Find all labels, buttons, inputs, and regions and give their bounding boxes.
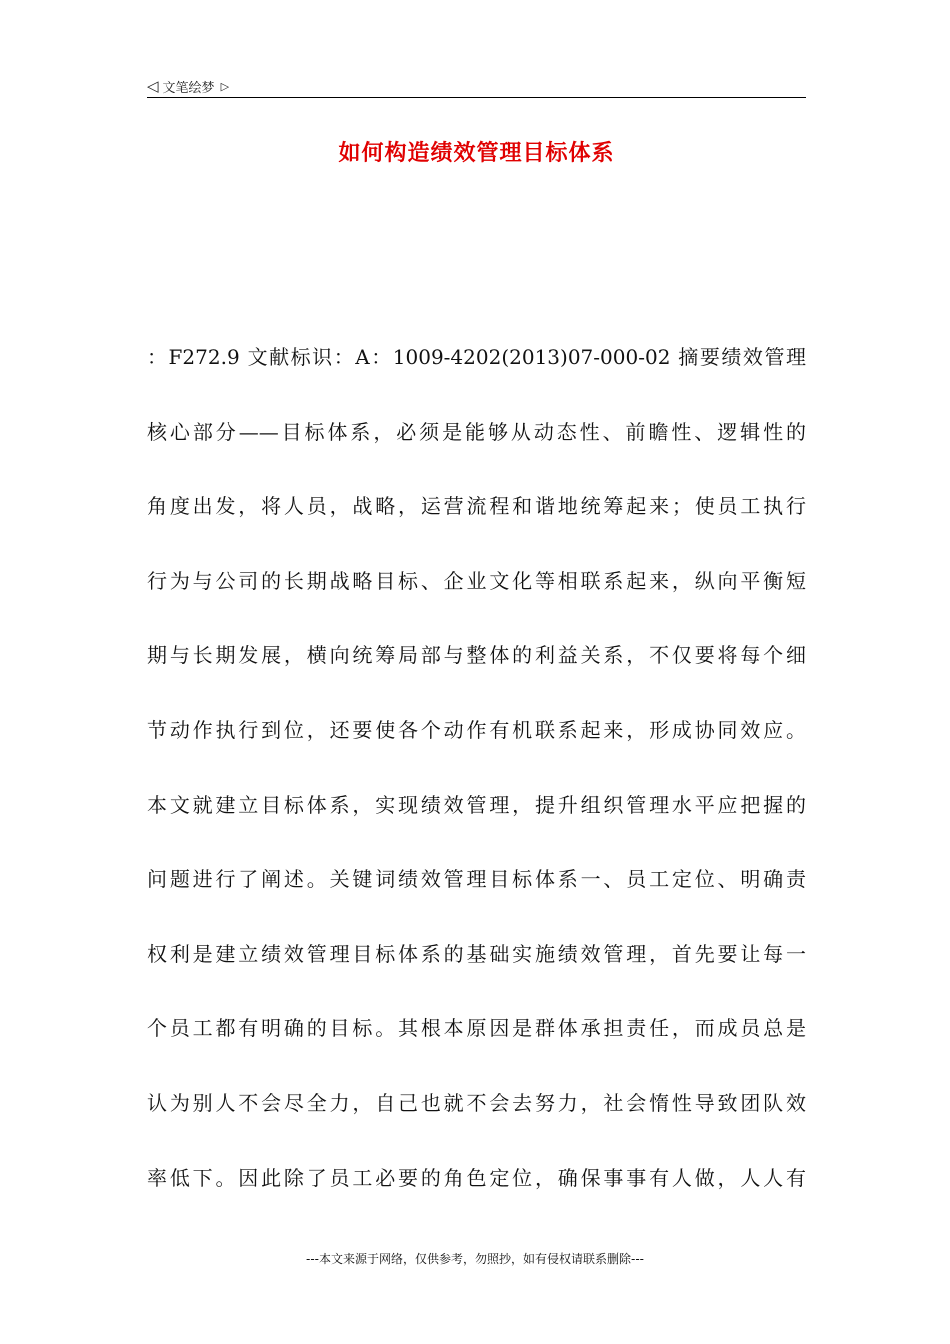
header-brand: 文笔绘梦 xyxy=(162,80,215,96)
body-line: ：F272.9 文献标识：A：1009-4202(2013)07-000-02 摘要绩效管理 xyxy=(147,345,806,369)
document-footer: ---本文来源于网络，仅供参考，勿照抄，如有侵权请联系删除--- xyxy=(306,1252,644,1266)
header-divider xyxy=(147,97,806,98)
body-line: 权利是建立绩效管理目标体系的基础实施绩效管理，首先要让每一 xyxy=(147,941,806,966)
document-header xyxy=(147,74,806,98)
body-line: 核心部分——目标体系，必须是能够从动态性、前瞻性、逻辑性的 xyxy=(147,419,806,444)
body-line: 率低下。因此除了员工必要的角色定位，确保事事有人做，人人有 xyxy=(147,1165,806,1190)
body-line: 个员工都有明确的目标。其根本原因是群体承担责任，而成员总是 xyxy=(147,1016,806,1041)
body-line: 本文就建立目标体系，实现绩效管理，提升组织管理水平应把握的 xyxy=(147,792,806,817)
body-line: 节动作执行到位，还要使各个动作有机联系起来，形成协同效应。 xyxy=(147,717,806,742)
document-title: 如何构造绩效管理目标体系 xyxy=(338,141,615,166)
document-body xyxy=(147,320,806,1215)
body-line: 问题进行了阐述。关键词绩效管理目标体系一、员工定位、明确责 xyxy=(147,867,806,892)
body-line: 认为别人不会尽全力，自己也就不会去努力，社会惰性导致团队效 xyxy=(147,1090,806,1115)
triangle-left-icon: ◁ xyxy=(147,76,159,95)
body-line: 期与长期发展，横向统筹局部与整体的利益关系，不仅要将每个细 xyxy=(147,643,806,668)
triangle-right-icon: ▷ xyxy=(220,79,230,93)
body-line: 角度出发，将人员，战略，运营流程和谐地统筹起来；使员工执行 xyxy=(147,494,806,519)
body-line: 行为与公司的长期战略目标、企业文化等相联系起来，纵向平衡短 xyxy=(147,568,806,593)
